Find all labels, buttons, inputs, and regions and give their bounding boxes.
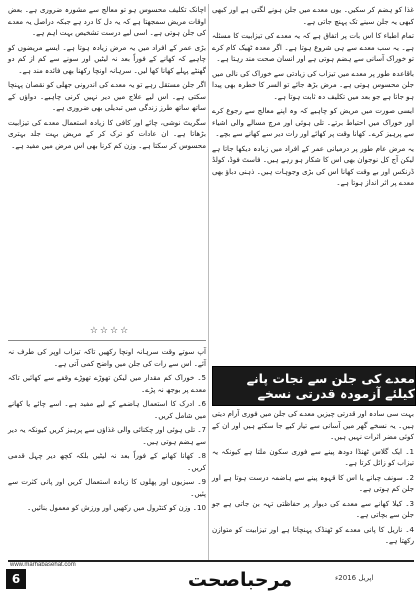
logo-text: مرحباصحت (187, 569, 293, 591)
paragraph: باقاعدہ طور پر معدے میں تیزاب کی زیادتی سے خوراک کی نالی میں جلن محسوس ہوتی ہے۔ مرض بڑھ جائے تو السر کا خطرہ بھی پیدا ہو جاتا ہے جو بعد میں تکلیف دہ ثابت ہوتا ہے۔ (212, 68, 414, 101)
page-footer (0, 560, 420, 595)
column-divider (208, 4, 209, 560)
list-item: 3۔ کیلا کھانے سے معدے کی دیوار پر حفاظتی تہہ بن جاتی ہے جو جلن سے بچاتی ہے۔ (212, 498, 414, 519)
section-divider (8, 340, 206, 341)
list-item: 7۔ تلی ہوئی اور چکنائی والی غذاؤں سے پرہیز کریں کیونکہ یہ دیر سے ہضم ہوتی ہیں۔ (8, 425, 206, 446)
paragraph: اگر جلن مستقل رہے تو یہ معدے کی اندرونی جھلی کو نقصان پہنچا سکتی ہے۔ اس لیے علاج میں دیر نہیں کرنی چاہیے۔ دواؤں کے ساتھ ساتھ طرز زندگی میں تبدیلی بھی ضروری ہے۔ (8, 80, 206, 112)
article-column-bottom-left (8, 346, 206, 558)
list-item: 1۔ ایک گلاس ٹھنڈا دودھ پینے سے فوری سکون ملتا ہے کیونکہ یہ تیزاب کو زائل کرتا ہے۔ (212, 446, 414, 467)
list-item: 2۔ سونف چبانے یا اس کا قہوہ پینے سے ہاضمہ درست ہوتا ہے اور جلن کم ہوتی ہے۔ (212, 472, 414, 493)
article-headline: معدے کی جلن سے نجات پانے کیلئے آزمودہ قدرتی نسخے (212, 366, 416, 406)
paragraph: غذا کو ہضم کر سکیں۔ یوں معدے میں جلن ہونے لگتی ہے اور کبھی کبھی یہ جلن سینے تک پہنچ جاتی ہے۔ (212, 5, 414, 26)
list-item: 8۔ کھانا کھانے کے فوراً بعد نہ لیٹیں بلکہ کچھ دیر چہل قدمی کریں۔ (8, 451, 206, 472)
list-item: 5۔ خوراک کم مقدار میں لیکن تھوڑے تھوڑے وقفے سے کھائیں تاکہ معدے پر بوجھ نہ پڑے۔ (8, 373, 206, 394)
paragraph: ایسی صورت میں مریض کو چاہیے کہ وہ اپنے معالج سے رجوع کرے اور خوراک میں احتیاط برتے۔ تلی ہوئی اور مرچ مسالے والی اشیاء سے پرہیز کرے۔ کھانا وقت پر کھائے اور رات دیر سے کھانے سے بچے۔ (212, 106, 414, 138)
list-item: 4۔ ناریل کا پانی معدے کو ٹھنڈک پہنچاتا ہے اور تیزابیت کو متوازن رکھتا ہے۔ (212, 524, 414, 545)
magazine-logo (150, 566, 330, 592)
website-url[interactable]: www.marhabasehat.com (10, 562, 76, 568)
article-column-top-left (8, 4, 206, 304)
paragraph: بڑی عمر کے افراد میں یہ مرض زیادہ ہوتا ہے۔ ایسے مریضوں کو چاہیے کہ کھانے کے فوراً بعد نہ لیٹیں اور سونے سے کم از کم دو گھنٹے پہلے کھانا کھا لیں۔ سرہانہ اونچا رکھنا بھی فائدہ مند ہے۔ (8, 42, 206, 75)
page-number: 6 (6, 569, 26, 589)
list-item: 6۔ ادرک کا استعمال ہاضمے کے لیے مفید ہے۔ اسے چائے یا کھانے میں شامل کریں۔ (8, 399, 206, 420)
paragraph: آپ سوتے وقت سرہانہ اونچا رکھیں تاکہ تیزاب اوپر کی طرف نہ آئے۔ اس سے رات کی جلن میں واضح کمی آتی ہے۔ (8, 347, 206, 368)
section-end-stars: ☆☆☆☆ (89, 326, 131, 336)
paragraph: بہت سی سادہ اور قدرتی چیزیں معدے کی جلن میں فوری آرام دیتی ہیں۔ یہ نسخے گھر میں آسانی سے تیار کیے جا سکتے ہیں اور ان کے کوئی مضر اثرات نہیں ہیں۔ (212, 409, 414, 441)
paragraph: یہ مرض عام طور پر درمیانی عمر کے افراد میں زیادہ دیکھا جاتا ہے لیکن آج کل نوجوان بھی اس کا شکار ہو رہے ہیں۔ فاسٹ فوڈ، کولڈ ڈرنکس اور بے وقت کھانا اس کی بڑی وجوہات ہیں۔ ذہنی دباؤ بھی معدے پر اثر انداز ہوتا ہے۔ (212, 143, 414, 187)
paragraph: تمام اطباء کا اس بات پر اتفاق ہے کہ یہ معدے کی تیزابیت کا مسئلہ ہے۔ یہ سب معدے سے ہی شروع ہوتا ہے۔ اگر معدہ ٹھیک کام کرے تو خوراک آسانی سے ہضم ہوتی ہے اور انسان صحت مند رہتا ہے۔ (212, 31, 414, 63)
paragraph: سگریٹ نوشی، چائے اور کافی کا زیادہ استعمال معدے کی تیزابیت بڑھاتا ہے۔ ان عادات کو ترک کر کے مریض بہت جلد بہتری محسوس کر سکتا ہے۔ وزن کم کرنا بھی اس مرض میں مفید ہے۔ (8, 117, 206, 150)
list-item: 10۔ وزن کو کنٹرول میں رکھیں اور ورزش کو معمول بنائیں۔ (27, 503, 206, 512)
article-column-top-right (212, 4, 414, 362)
article-column-bottom-right (212, 408, 414, 558)
paragraph: اچانک تکلیف محسوس ہو تو معالج سے مشورہ ضروری ہے۔ بعض اوقات مریض سمجھتا ہے کہ یہ دل کا درد ہے جبکہ دراصل یہ معدے کی جلن ہوتی ہے۔ اسی لیے درست تشخیص بہت اہم ہے۔ (8, 5, 206, 37)
issue-date: اپریل 2016ء (335, 574, 374, 582)
list-item: 9۔ سبزیوں اور پھلوں کا زیادہ استعمال کریں اور پانی کثرت سے پئیں۔ (8, 477, 206, 498)
